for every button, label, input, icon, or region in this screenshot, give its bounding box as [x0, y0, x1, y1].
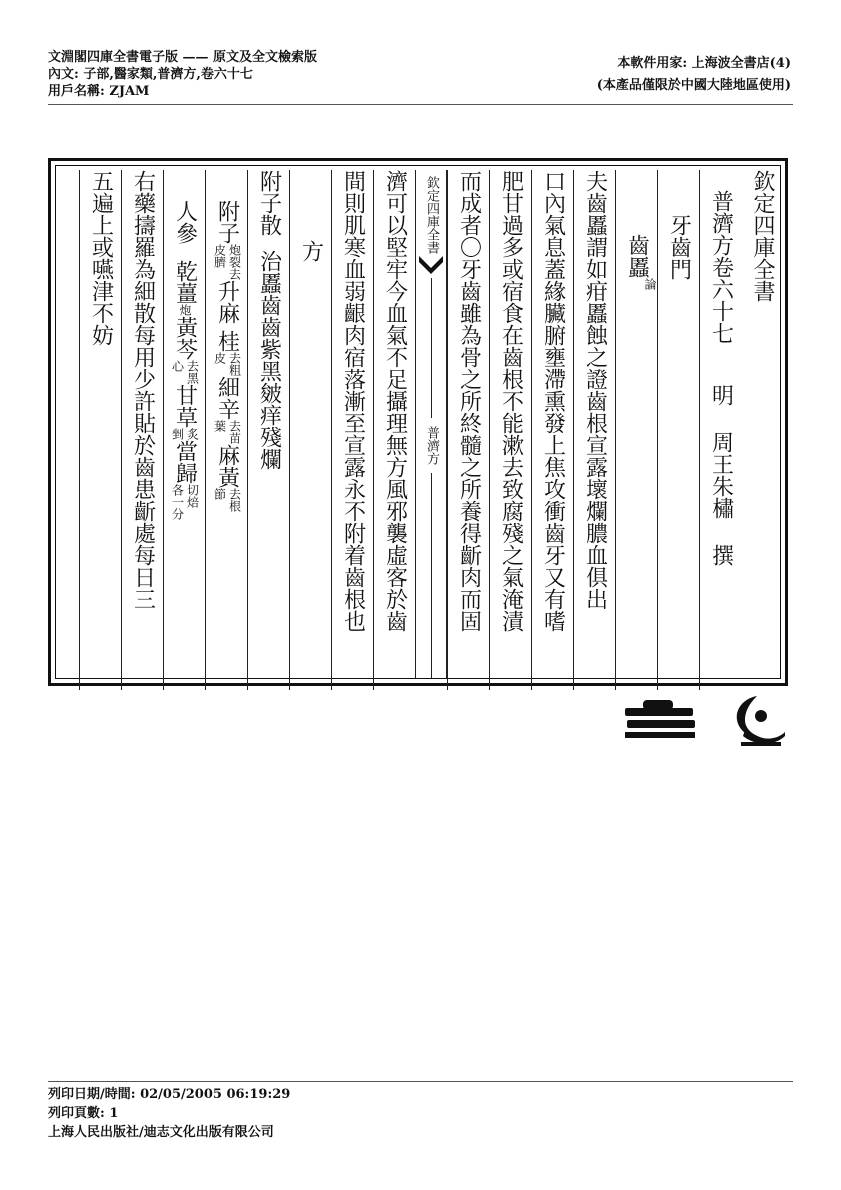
column-4	[615, 170, 657, 690]
column-3	[657, 170, 699, 690]
header-licensee: 本軟件用家: 上海波全書店(4)	[617, 56, 791, 71]
page-frame	[48, 158, 788, 686]
text-line-8: 而成者〇牙齒雖為骨之所終髓之所養得齗肉而固	[456, 170, 482, 632]
ingredient-huangqin: 黃芩	[172, 316, 198, 360]
text-line-9: 濟可以堅牢今血氣不足攝理無方風邪襲虛客於齒	[382, 170, 408, 632]
column-16	[79, 170, 121, 690]
text-line-5: 夫齒䘌謂如疳䘌蝕之證齒根宣露壞爛膿血俱出	[582, 170, 608, 610]
ingredient-renshen: 人參	[172, 200, 198, 244]
ingredient-gui: 桂	[214, 330, 240, 352]
recipe-heading: 方	[298, 240, 324, 262]
fold-column	[415, 170, 447, 678]
topic-title: 齒䘌	[624, 234, 650, 278]
ingredient-mahuang-note	[213, 488, 241, 512]
column-15	[121, 170, 163, 690]
ingredient-mahuang: 麻黃	[214, 444, 240, 488]
column-10	[331, 170, 373, 690]
column-8	[447, 170, 489, 690]
column-5	[573, 170, 615, 690]
ingredient-xixin: 細辛	[214, 376, 240, 420]
note-text: 炙	[185, 428, 200, 440]
header-content-path: 內文: 子部,醫家類,普濟方,卷六十七	[48, 67, 253, 82]
column-14	[163, 170, 205, 690]
note-text: 炮裂去	[227, 244, 242, 280]
note-text: 皮	[212, 352, 227, 364]
column-9	[373, 170, 415, 690]
note-text: 節	[212, 488, 227, 500]
column-2	[699, 170, 741, 690]
note-text: 去苗	[227, 420, 242, 444]
ingredient-gancao-note	[171, 428, 199, 440]
column-1	[741, 170, 783, 690]
note-text: 心	[170, 360, 185, 372]
volume-title: 普濟方卷六十七	[708, 190, 734, 344]
note-text: 切焙	[185, 484, 200, 508]
header-region-notice: (本產品僅限於中國大陸地區使用)	[596, 78, 791, 93]
ingredient-danggui: 當歸	[172, 440, 198, 484]
text-line-6: 口內氣息蓋緣臟腑壅滯熏發上焦攻衝齒牙又有嗜	[540, 170, 566, 632]
text-line-10: 間則肌寒血弱齦肉宿落漸至宣露永不附着齒根也	[340, 170, 366, 632]
recipe-name: 附子散	[256, 170, 282, 236]
ingredient-ganjiang: 乾薑	[172, 260, 198, 304]
ingredient-fuzi-note	[213, 244, 241, 280]
ingredient-shengma: 升麻	[214, 280, 240, 324]
text-line-15: 右藥擣羅為細散每用少許貼於齒患齗處每日三	[130, 170, 156, 610]
column-13	[205, 170, 247, 690]
fold-book-title: 欽定四庫全書	[424, 176, 439, 254]
note-text: 去粗	[227, 352, 242, 376]
text-line-16: 五遍上或嚥津不妨	[88, 170, 114, 346]
fold-book-name: 普濟方	[424, 426, 439, 465]
fish-tail-icon	[419, 256, 443, 276]
fold-line	[431, 278, 432, 418]
note-text: 剉	[170, 428, 185, 440]
note-text: 去根	[227, 488, 242, 512]
header-username: 用戶名稱: ZJAM	[48, 84, 150, 99]
column-12	[247, 170, 289, 690]
ingredient-ganjiang-note: 炮	[178, 304, 192, 316]
topic-note: 論	[643, 278, 657, 290]
column-11	[289, 170, 331, 690]
ingredient-xixin-note	[213, 420, 241, 444]
header-title: 文淵閣四庫全書電子版 —— 原文及全文檢索版	[48, 50, 318, 65]
recipe-indication: 治䘌齒齒紫黑皴痒殘爛	[256, 250, 282, 470]
book-title: 欽定四庫全書	[750, 170, 775, 302]
note-text: 去黑	[185, 360, 200, 384]
section-title: 牙齒門	[666, 214, 692, 280]
ingredient-fuzi: 附子	[214, 200, 240, 244]
publisher-logo	[625, 690, 785, 750]
footer-publisher: 上海人民出版社/迪志文化出版有限公司	[48, 1125, 274, 1140]
ingredient-danggui-note	[171, 484, 199, 520]
header-rule	[48, 104, 793, 105]
ingredient-huangqin-note	[171, 360, 199, 384]
column-6	[531, 170, 573, 690]
footer-print-datetime: 列印日期/時間: 02/05/2005 06:19:29	[48, 1087, 291, 1102]
footer-page-count: 列印頁數: 1	[48, 1106, 119, 1121]
note-text: 皮臍	[212, 244, 227, 268]
footer-rule	[48, 1081, 793, 1082]
ingredient-gancao: 甘草	[172, 384, 198, 428]
note-text: 葉	[212, 420, 227, 432]
ingredient-gui-note	[213, 352, 241, 376]
column-7	[489, 170, 531, 690]
author-line: 明 周王朱橚 撰	[708, 384, 734, 566]
fold-line-lower	[431, 473, 432, 678]
note-text: 各一分	[170, 484, 185, 520]
text-line-7: 肥甘過多或宿食在齒根不能漱去致腐殘之氣淹漬	[498, 170, 524, 632]
